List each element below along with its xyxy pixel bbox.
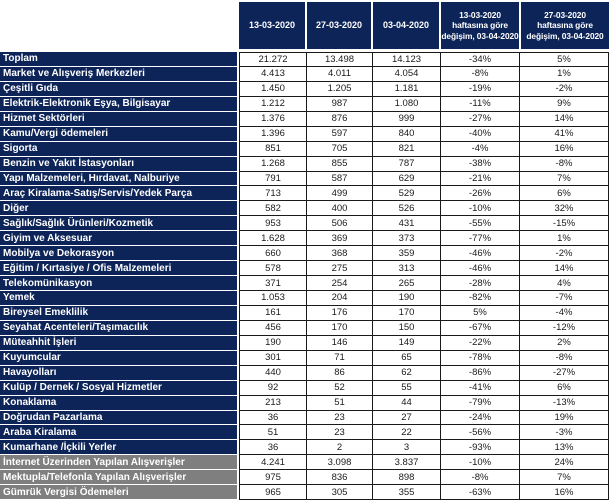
table-row [0, 276, 609, 291]
change-percent-cell: 6% [520, 381, 609, 396]
value-cell: 213 [239, 396, 307, 411]
value-cell: 265 [373, 276, 441, 291]
value-cell: 713 [239, 186, 307, 201]
table-row [0, 485, 609, 500]
row-cells [239, 276, 609, 291]
change-percent-cell: 13% [520, 440, 609, 455]
value-cell: 597 [307, 127, 373, 142]
row-cells [239, 411, 609, 426]
table-row [0, 396, 609, 411]
value-cell: 876 [307, 112, 373, 127]
row-cells [239, 366, 609, 381]
table-row [0, 440, 609, 455]
row-cells [239, 306, 609, 321]
change-percent-cell: -11% [441, 97, 520, 112]
value-cell: 431 [373, 216, 441, 231]
value-cell: 22 [373, 425, 441, 440]
column-header-line: değişim, 03-04-2020 [526, 30, 604, 41]
table-row [0, 306, 609, 321]
row-cells [239, 291, 609, 306]
table-row [0, 411, 609, 426]
value-cell: 578 [239, 261, 307, 276]
value-cell: 836 [307, 470, 373, 485]
row-label: Hizmet Sektörleri [0, 112, 237, 127]
value-cell: 55 [373, 381, 441, 396]
row-cells [239, 231, 609, 246]
table-row [0, 351, 609, 366]
column-header-line: 03-04-2020 [382, 19, 430, 30]
row-cells [239, 216, 609, 231]
change-percent-cell: -4% [520, 306, 609, 321]
row-cells [239, 157, 609, 172]
column-header-line: haftasına göre [452, 20, 508, 31]
row-cells [239, 142, 609, 157]
change-percent-cell: -41% [441, 381, 520, 396]
value-cell: 52 [307, 381, 373, 396]
value-cell: 44 [373, 396, 441, 411]
row-cells [239, 336, 609, 351]
value-cell: 898 [373, 470, 441, 485]
value-cell: 369 [307, 231, 373, 246]
value-cell: 1.376 [239, 112, 307, 127]
value-cell: 660 [239, 246, 307, 261]
row-label: Müteahhit İşleri [0, 336, 237, 351]
value-cell: 821 [373, 142, 441, 157]
table-row [0, 216, 609, 231]
table-row [0, 186, 609, 201]
row-label: Elektrik-Elektronik Eşya, Bilgisayar [0, 97, 237, 112]
row-label: Kuyumcular [0, 351, 237, 366]
row-cells [239, 261, 609, 276]
row-label: Mobilya ve Dekorasyon [0, 246, 237, 261]
table-row [0, 246, 609, 261]
table-row [0, 470, 609, 485]
value-cell: 254 [307, 276, 373, 291]
row-label: Eğitim / Kırtasiye / Ofis Malzemeleri [0, 261, 237, 276]
change-percent-cell: -93% [441, 440, 520, 455]
row-label: Kamu/Vergi ödemeleri [0, 127, 237, 142]
table-row [0, 291, 609, 306]
row-cells [239, 186, 609, 201]
row-cells [239, 351, 609, 366]
row-label: Araç Kiralama-Satış/Servis/Yedek Parça [0, 186, 237, 201]
value-cell: 975 [239, 470, 307, 485]
row-cells [239, 470, 609, 485]
value-cell: 313 [373, 261, 441, 276]
value-cell: 855 [307, 157, 373, 172]
value-cell: 14.123 [373, 52, 441, 67]
change-percent-cell: -19% [441, 82, 520, 97]
change-percent-cell: -78% [441, 351, 520, 366]
change-percent-cell: -56% [441, 425, 520, 440]
row-label: Çeşitli Gıda [0, 82, 237, 97]
table-row [0, 201, 609, 216]
header-empty-cell [0, 2, 237, 49]
value-cell: 146 [307, 336, 373, 351]
value-cell: 400 [307, 201, 373, 216]
change-percent-cell: -8% [441, 470, 520, 485]
value-cell: 368 [307, 246, 373, 261]
row-label: Yapı Malzemeleri, Hırdavat, Nalburiye [0, 172, 237, 187]
value-cell: 4.413 [239, 67, 307, 82]
change-percent-cell: -27% [520, 366, 609, 381]
value-cell: 851 [239, 142, 307, 157]
row-cells [239, 127, 609, 142]
value-cell: 36 [239, 411, 307, 426]
row-label: İnternet Üzerinden Yapılan Alışverişler [0, 455, 237, 470]
row-cells [239, 172, 609, 187]
change-percent-cell: 16% [520, 142, 609, 157]
column-header-line: 27-03-2020 [544, 9, 586, 20]
value-cell: 499 [307, 186, 373, 201]
column-header-line: değişim, 03-04-2020 [441, 30, 519, 41]
value-cell: 1.268 [239, 157, 307, 172]
table-row [0, 425, 609, 440]
row-cells [239, 381, 609, 396]
row-label: Telekomünikasyon [0, 276, 237, 291]
column-header [441, 2, 519, 49]
row-cells [239, 455, 609, 470]
value-cell: 65 [373, 351, 441, 366]
table-row [0, 142, 609, 157]
value-cell: 27 [373, 411, 441, 426]
row-label: Diğer [0, 201, 237, 216]
change-percent-cell: -34% [441, 52, 520, 67]
change-percent-cell: -15% [520, 216, 609, 231]
change-percent-cell: 7% [520, 172, 609, 187]
column-header-line: 27-03-2020 [315, 19, 363, 30]
value-cell: 4.054 [373, 67, 441, 82]
change-percent-cell: -22% [441, 336, 520, 351]
row-cells [239, 201, 609, 216]
value-cell: 51 [307, 396, 373, 411]
value-cell: 36 [239, 440, 307, 455]
value-cell: 1.053 [239, 291, 307, 306]
change-percent-cell: 32% [520, 201, 609, 216]
table-row [0, 97, 609, 112]
value-cell: 787 [373, 157, 441, 172]
change-percent-cell: -79% [441, 396, 520, 411]
table-row [0, 336, 609, 351]
value-cell: 373 [373, 231, 441, 246]
row-label: Kumarhane /İçkili Yerler [0, 440, 237, 455]
change-percent-cell: -21% [441, 172, 520, 187]
change-percent-cell: -8% [520, 157, 609, 172]
value-cell: 23 [307, 411, 373, 426]
change-percent-cell: 6% [520, 186, 609, 201]
change-percent-cell: -38% [441, 157, 520, 172]
row-label: Havayolları [0, 366, 237, 381]
table-row [0, 67, 609, 82]
value-cell: 840 [373, 127, 441, 142]
value-cell: 965 [239, 485, 307, 500]
value-cell: 204 [307, 291, 373, 306]
change-percent-cell: -7% [520, 291, 609, 306]
table-row [0, 157, 609, 172]
change-percent-cell: 19% [520, 411, 609, 426]
column-header [307, 2, 371, 49]
change-percent-cell: -67% [441, 321, 520, 336]
value-cell: 86 [307, 366, 373, 381]
row-cells [239, 67, 609, 82]
value-cell: 440 [239, 366, 307, 381]
change-percent-cell: 16% [520, 485, 609, 500]
value-cell: 587 [307, 172, 373, 187]
change-percent-cell: -46% [441, 246, 520, 261]
change-percent-cell: -10% [441, 201, 520, 216]
row-label: Sağlık/Sağlık Ürünleri/Kozmetik [0, 216, 237, 231]
row-cells [239, 82, 609, 97]
value-cell: 582 [239, 201, 307, 216]
row-cells [239, 321, 609, 336]
change-percent-cell: -40% [441, 127, 520, 142]
row-label: Giyim ve Aksesuar [0, 231, 237, 246]
change-percent-cell: -82% [441, 291, 520, 306]
change-percent-cell: -13% [520, 396, 609, 411]
value-cell: 305 [307, 485, 373, 500]
change-percent-cell: -26% [441, 186, 520, 201]
change-percent-cell: -3% [520, 425, 609, 440]
value-cell: 190 [373, 291, 441, 306]
row-label: Benzin ve Yakıt İstasyonları [0, 157, 237, 172]
row-label: Yemek [0, 291, 237, 306]
table-row [0, 112, 609, 127]
value-cell: 3 [373, 440, 441, 455]
value-cell: 359 [373, 246, 441, 261]
value-cell: 62 [373, 366, 441, 381]
table-row [0, 127, 609, 142]
column-header-line: 13-03-2020 [459, 9, 501, 20]
row-label: Sigorta [0, 142, 237, 157]
row-label: Gümrük Vergisi Ödemeleri [0, 485, 237, 500]
change-percent-cell: -63% [441, 485, 520, 500]
value-cell: 51 [239, 425, 307, 440]
value-cell: 275 [307, 261, 373, 276]
change-percent-cell: 7% [520, 470, 609, 485]
row-cells [239, 112, 609, 127]
change-percent-cell: -4% [441, 142, 520, 157]
change-percent-cell: -2% [520, 82, 609, 97]
value-cell: 2 [307, 440, 373, 455]
change-percent-cell: 4% [520, 276, 609, 291]
table-row [0, 231, 609, 246]
change-percent-cell: 14% [520, 112, 609, 127]
value-cell: 791 [239, 172, 307, 187]
value-cell: 629 [373, 172, 441, 187]
change-percent-cell: 1% [520, 67, 609, 82]
row-cells [239, 246, 609, 261]
change-percent-cell: 2% [520, 336, 609, 351]
change-percent-cell: -55% [441, 216, 520, 231]
value-cell: 21.272 [239, 52, 307, 67]
column-header-line: haftasına göre [537, 20, 593, 31]
value-cell: 1.080 [373, 97, 441, 112]
value-cell: 4.241 [239, 455, 307, 470]
row-cells [239, 97, 609, 112]
row-label: Toplam [0, 52, 237, 67]
value-cell: 71 [307, 351, 373, 366]
row-label: Doğrudan Pazarlama [0, 411, 237, 426]
value-cell: 526 [373, 201, 441, 216]
change-percent-cell: -27% [441, 112, 520, 127]
table-row [0, 366, 609, 381]
row-cells [239, 396, 609, 411]
value-cell: 3.098 [307, 455, 373, 470]
table-row [0, 172, 609, 187]
value-cell: 3.837 [373, 455, 441, 470]
change-percent-cell: -24% [441, 411, 520, 426]
table-row [0, 52, 609, 67]
change-percent-cell: 14% [520, 261, 609, 276]
change-percent-cell: -8% [441, 67, 520, 82]
change-percent-cell: -28% [441, 276, 520, 291]
value-cell: 705 [307, 142, 373, 157]
value-cell: 987 [307, 97, 373, 112]
change-percent-cell: -2% [520, 246, 609, 261]
value-cell: 161 [239, 306, 307, 321]
change-percent-cell: 41% [520, 127, 609, 142]
row-cells [239, 440, 609, 455]
value-cell: 170 [373, 306, 441, 321]
change-percent-cell: -46% [441, 261, 520, 276]
value-cell: 301 [239, 351, 307, 366]
value-cell: 1.450 [239, 82, 307, 97]
value-cell: 1.396 [239, 127, 307, 142]
row-label: Seyahat Acenteleri/Taşımacılık [0, 321, 237, 336]
row-label: Konaklama [0, 396, 237, 411]
change-percent-cell: 9% [520, 97, 609, 112]
value-cell: 999 [373, 112, 441, 127]
table-row [0, 381, 609, 396]
value-cell: 371 [239, 276, 307, 291]
table-row [0, 82, 609, 97]
value-cell: 176 [307, 306, 373, 321]
value-cell: 23 [307, 425, 373, 440]
table-row [0, 321, 609, 336]
row-label: Araba Kiralama [0, 425, 237, 440]
change-percent-cell: -86% [441, 366, 520, 381]
value-cell: 1.205 [307, 82, 373, 97]
row-label: Bireysel Emeklilik [0, 306, 237, 321]
table-body [0, 52, 609, 500]
change-percent-cell: -10% [441, 455, 520, 470]
change-percent-cell: 24% [520, 455, 609, 470]
row-cells [239, 425, 609, 440]
row-cells [239, 52, 609, 67]
column-header [239, 2, 305, 49]
row-label: Market ve Alışveriş Merkezleri [0, 67, 237, 82]
column-header-line: 13-03-2020 [248, 19, 296, 30]
change-percent-cell: 5% [520, 52, 609, 67]
change-percent-cell: -8% [520, 351, 609, 366]
value-cell: 170 [307, 321, 373, 336]
value-cell: 355 [373, 485, 441, 500]
table-row [0, 261, 609, 276]
value-cell: 13.498 [307, 52, 373, 67]
value-cell: 92 [239, 381, 307, 396]
value-cell: 190 [239, 336, 307, 351]
change-percent-cell: -12% [520, 321, 609, 336]
row-label: Kulüp / Dernek / Sosyal Hizmetler [0, 381, 237, 396]
value-cell: 4.011 [307, 67, 373, 82]
change-percent-cell: -77% [441, 231, 520, 246]
table-header-row [0, 2, 609, 49]
value-cell: 150 [373, 321, 441, 336]
value-cell: 529 [373, 186, 441, 201]
value-cell: 456 [239, 321, 307, 336]
table-row [0, 455, 609, 470]
change-percent-cell: 1% [520, 231, 609, 246]
value-cell: 953 [239, 216, 307, 231]
column-header [373, 2, 439, 49]
row-cells [239, 485, 609, 500]
value-cell: 506 [307, 216, 373, 231]
value-cell: 1.628 [239, 231, 307, 246]
value-cell: 1.212 [239, 97, 307, 112]
change-percent-cell: 5% [441, 306, 520, 321]
column-header [521, 2, 609, 49]
row-label: Mektupla/Telefonla Yapılan Alışverişler [0, 470, 237, 485]
value-cell: 149 [373, 336, 441, 351]
value-cell: 1.181 [373, 82, 441, 97]
